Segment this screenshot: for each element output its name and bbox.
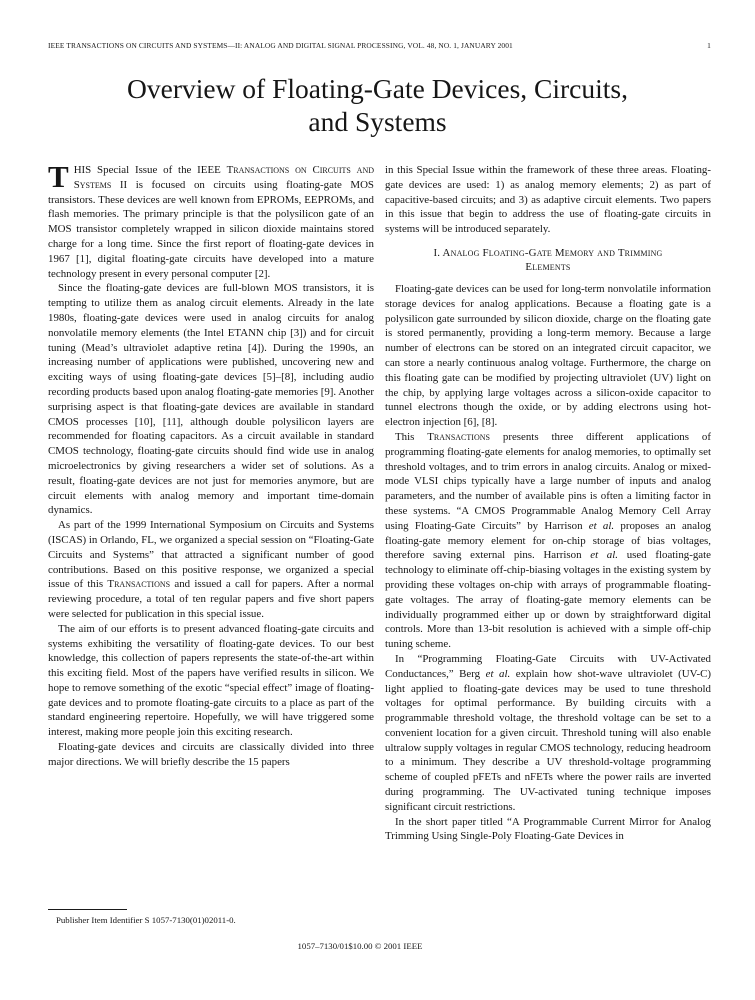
text-run: used floating-gate technology to eliminate off-chip-biasing voltages in the existing system by providing these voltages on-chip with arrays of programmable floating-gate voltages. The array of floating-gate memory elements can be individually programmed either up or down by straightforward digital controls. More than 13-bit resolution is achieved with a simple off-chip tuning scheme. [385,549,711,651]
text-run: In “Programming Floating-Gate Circuits with UV-Activated Conductances,” Berg [385,652,711,680]
drop-cap: T [48,159,69,194]
paper-title-line-1: Overview of Floating-Gate Devices, Circuits, [127,73,628,104]
text-run: This [395,430,428,443]
paragraph [385,815,711,845]
text-run: Transactions [427,430,490,443]
text-run: proposes an analog floating-gate memory element for on-chip storage of bias voltages, therefore saving external pins. Harrison [385,519,711,562]
running-head [48,41,711,50]
text-run: In the short paper titled “A Programmable Current Mirror for Analog Trimming Using Single-Poly Floating-Gate Devices in [385,815,711,843]
text-run: et al. [590,549,618,562]
section-heading-line: Elements [525,260,571,273]
text-run: As part of the 1999 International Symposium on Circuits and Systems (ISCAS) in Orlando, FL, we organized a special session on “Floating-Gate Circuits and Systems” that attracted a significant number of good contributions. Based on this positive response, we organized a special issue of this [48,519,374,591]
section-heading [385,246,711,274]
text-run: Floating-gate devices can be used for long-term nonvolatile information storage devices for analog applications. Because a floating gate is a polysilicon gate surrounded by silicon dioxide, charge on the floating gate is stored permanently, providing a long-term memory. Because a large number of electrons can be stored on an integrated circuit capacitor, we can store a nearly continuous analog voltage. Furthermore, the charge on this floating gate can be modified by projecting ultraviolet (UV) light on the chip, by applying large voltages across a silicon-oxide capacitor to tunnel electrons though the oxide, or by adding electrons using hot-electron injection [6], [8]. [385,282,711,429]
paragraph [48,159,374,281]
text-run: HIS Special Issue of the IEEE [73,164,227,176]
text-run: in this Special Issue within the framework of these three areas. Floating-gate devices are used: 1) as analog memory elements; 2) as part of capacitive-based circuits; and 3) as adaptive circuit elements. Two papers in this issue that begin to address the use of floating-gate circuits in systems will be introduced separately. [385,164,711,236]
paragraph [48,518,374,622]
text-run: et al. [588,519,615,532]
page-number: 1 [707,41,711,50]
text-run: Floating-gate devices and circuits are classically divided into three major directions. We will briefly describe the 15 papers [48,741,374,768]
paragraph [385,430,711,652]
paragraph [48,740,374,770]
footnote-rule [48,909,127,910]
paper-title-line-2: and Systems [308,106,447,137]
text-run: presents three different applications of programming floating-gate elements for analog memories, to optimally set threshold voltages, and to trim errors in analog circuits. Analog or mixed-mode VLSI chips typically have a large number of inputs and analog parameters, and the number of available pins is often a limiting factor in these systems. “A CMOS Programmable Analog Memory Cell Array using Floating-Gate Circuits” by Harrison [385,430,711,532]
left-column [48,159,374,770]
text-run: The aim of our efforts is to present advanced floating-gate circuits and systems exhibiting the versatility of floating-gate devices. To our best knowledge, this collection of papers represents the state-of-the-art within this exciting field. Most of the papers have verified results in silicon. We hope to remove something of the exotic “special effect” image of floating-gate devices and to promote floating-gate circuits to a place as part of the standard engineering repertoire. Hopefully, we will have triggered some interest, making more people join this exciting research. [48,622,374,739]
text-run: explain how shot-wave ultraviolet (UV-C) light applied to floating-gate devices may be used to tune threshold voltages for optimal performance. By building circuits with a programmable threshold voltage, the threshold voltage can be set to a convenient location for a given circuit. Threshold tuning will also enable ultralow supply voltages in regular CMOS technology, reducing headroom to a minimum. They describe a UV threshold-voltage programming scheme of coupled pFETs and nFETs where the power rails are inverted during programming. The UV-activated tuning technique imposes significant circuit restrictions. [385,667,711,813]
text-run: Transactions on Circuits and Systems II [73,164,374,191]
copyright-line: 1057–7130/01$10.00 © 2001 IEEE [297,941,423,951]
paragraph [48,622,374,740]
first-page-footnote [48,909,374,926]
paper-title [0,72,755,138]
section-heading-line: I. Analog Floating-Gate Memory and Trimming [433,246,663,259]
paragraph [48,281,374,518]
text-run: and issued a call for papers. After a normal reviewing procedure, a total of ten regular papers and five short papers were selected for publication in this special issue. [48,578,374,620]
paragraph [385,282,711,430]
paragraph [385,652,711,815]
text-run: Transactions [107,578,171,591]
text-run: is focused on circuits using floating-gate MOS transistors. These devices are well known from EPROMs, EEPROMs, and flash memories. The primary principle is that the polysilicon gate of an MOS transistor completely wrapped in silicon dioxide maintains stored charge for a long time. Since the first report of floating-gate devices in 1967 [1], digital floating-gate circuits have developed into a mature technology present in every personal computer [2]. [48,178,374,280]
text-run: Since the floating-gate devices are full-blown MOS transistors, it is tempting to utilize them as analog circuit elements. Already in the late 1980s, floating-gate devices were used in analog circuits for analog nonvolatile memory elements (the Intel ETANN chip [3]) and for circuit tuning (Mead’s ultraviolet adaptive retina [4]). During the 1990s, an increasing number of applications were published, uncovering new and exciting ways of using floating-gate devices [5]–[8], including audio recording products based upon analog floating-gate memories [9]. Another surprising aspect is that floating-gate devices are available in standard CMOS processes [10], [11], although double polysilicon layers are recommended for floating capacitors. As a circuit available in standard CMOS technology, floating-gate circuits should find wide use in analog microelectronics by giving researchers a wider set of solutions. As a result, floating-gate devices are not just for memories anymore, but are circuit elements with analog memory and important time-domain dynamics. [48,282,374,517]
journal-citation-line: IEEE TRANSACTIONS ON CIRCUITS AND SYSTEMS—II: ANALOG AND DIGITAL SIGNAL PROCESSING, VOL. 48, NO. 1, JANUARY 2001 [48,41,513,50]
right-column [385,163,711,844]
paragraph [385,163,711,237]
publisher-item-identifier: Publisher Item Identifier S 1057-7130(01)02011-0. [56,915,236,925]
text-run: et al. [485,667,511,680]
